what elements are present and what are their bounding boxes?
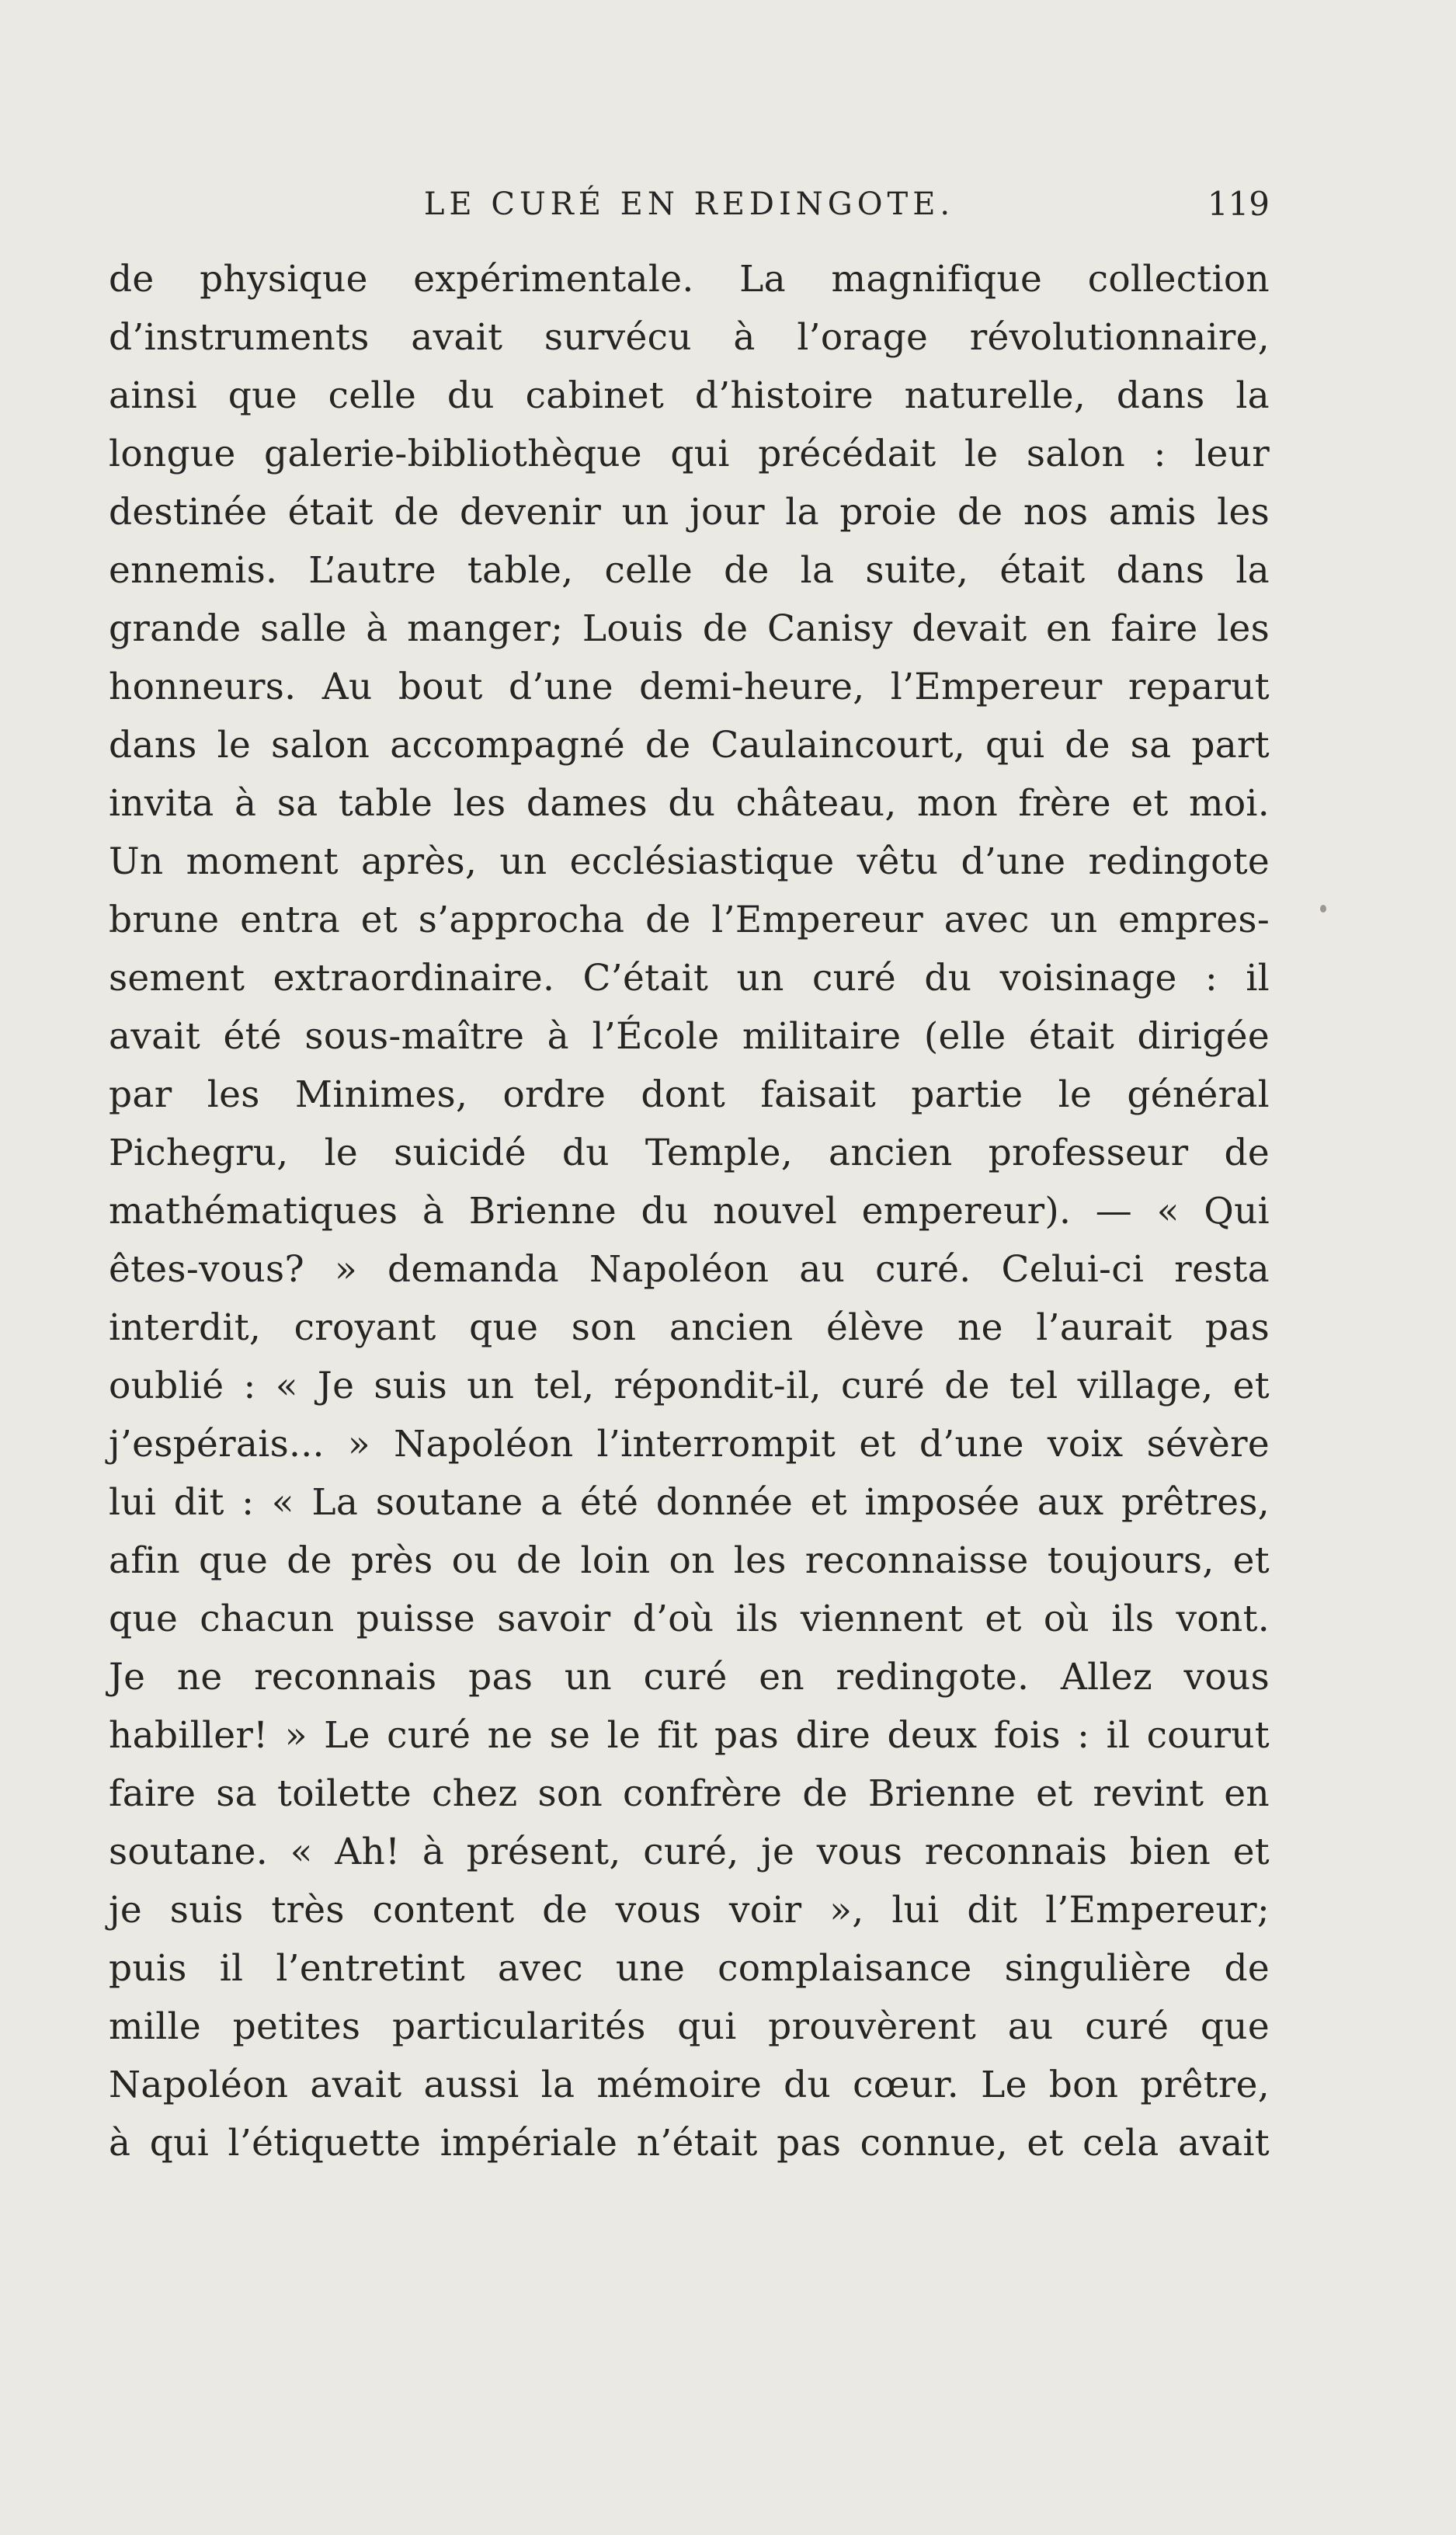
text-line: sement extraordinaire. C’était un curé du voisinage : il xyxy=(109,957,1270,1000)
text-line: par les Minimes, ordre dont faisait partie le général xyxy=(109,1073,1270,1116)
text-line: lui dit : « La soutane a été donnée et imposée aux prêtres, xyxy=(109,1481,1270,1524)
text-line: mille petites particularités qui prouvèrent au curé que xyxy=(109,2005,1270,2048)
text-line: interdit, croyant que son ancien élève ne l’aurait pas xyxy=(109,1306,1270,1349)
text-line: afin que de près ou de loin on les reconnaisse toujours, et xyxy=(109,1539,1270,1582)
text-line: mathématiques à Brienne du nouvel empereur). — « Qui xyxy=(109,1190,1270,1233)
text-line: ainsi que celle du cabinet d’histoire naturelle, dans la xyxy=(109,374,1270,417)
text-line: grande salle à manger; Louis de Canisy devait en faire les xyxy=(109,607,1270,650)
text-line: j’espérais... » Napoléon l’interrompit et d’une voix sévère xyxy=(109,1423,1270,1466)
page-number: 119 xyxy=(1207,185,1270,223)
text-line: habiller! » Le curé ne se le fit pas dire deux fois : il courut xyxy=(109,1714,1270,1757)
text-line: oublié : « Je suis un tel, répondit-il, curé de tel village, et xyxy=(109,1365,1270,1407)
text-line: puis il l’entretint avec une complaisance singulière de xyxy=(109,1947,1270,1990)
paper-speck xyxy=(1320,905,1326,913)
text-line: ennemis. L’autre table, celle de la suite, était dans la xyxy=(109,549,1270,592)
text-line: êtes-vous? » demanda Napoléon au curé. Celui-ci resta xyxy=(109,1248,1270,1291)
text-line: destinée était de devenir un jour la proie de nos amis les xyxy=(109,491,1270,534)
text-line: d’instruments avait survécu à l’orage révolutionnaire, xyxy=(109,316,1270,359)
body-text xyxy=(109,250,1270,2172)
text-line: avait été sous-maître à l’École militaire (elle était dirigée xyxy=(109,1015,1270,1058)
running-header xyxy=(109,177,1270,231)
text-line: Napoléon avait aussi la mémoire du cœur. Le bon prêtre, xyxy=(109,2064,1270,2106)
text-line: brune entra et s’approcha de l’Empereur avec un empres- xyxy=(109,899,1270,941)
text-line: de physique expérimentale. La magnifique collection xyxy=(109,258,1270,301)
text-line: dans le salon accompagné de Caulaincourt, qui de sa part xyxy=(109,724,1270,767)
text-line: que chacun puisse savoir d’où ils viennent et où ils vont. xyxy=(109,1598,1270,1640)
text-line: soutane. « Ah! à présent, curé, je vous reconnais bien et xyxy=(109,1831,1270,1873)
running-title: LE CURÉ EN REDINGOTE. xyxy=(423,186,955,222)
text-line: Pichegru, le suicidé du Temple, ancien professeur de xyxy=(109,1132,1270,1174)
text-line: Un moment après, un ecclésiastique vêtu d’une redingote xyxy=(109,840,1270,883)
text-line: je suis très content de vous voir », lui dit l’Empereur; xyxy=(109,1889,1270,1932)
text-line: Je ne reconnais pas un curé en redingote. Allez vous xyxy=(109,1656,1270,1699)
text-line: invita à sa table les dames du château, mon frère et moi. xyxy=(109,782,1270,825)
text-line: à qui l’étiquette impériale n’était pas connue, et cela avait xyxy=(109,2122,1270,2165)
text-line: faire sa toilette chez son confrère de Brienne et revint en xyxy=(109,1772,1270,1815)
text-line: honneurs. Au bout d’une demi-heure, l’Empereur reparut xyxy=(109,666,1270,708)
text-line: longue galerie-bibliothèque qui précédait le salon : leur xyxy=(109,433,1270,475)
